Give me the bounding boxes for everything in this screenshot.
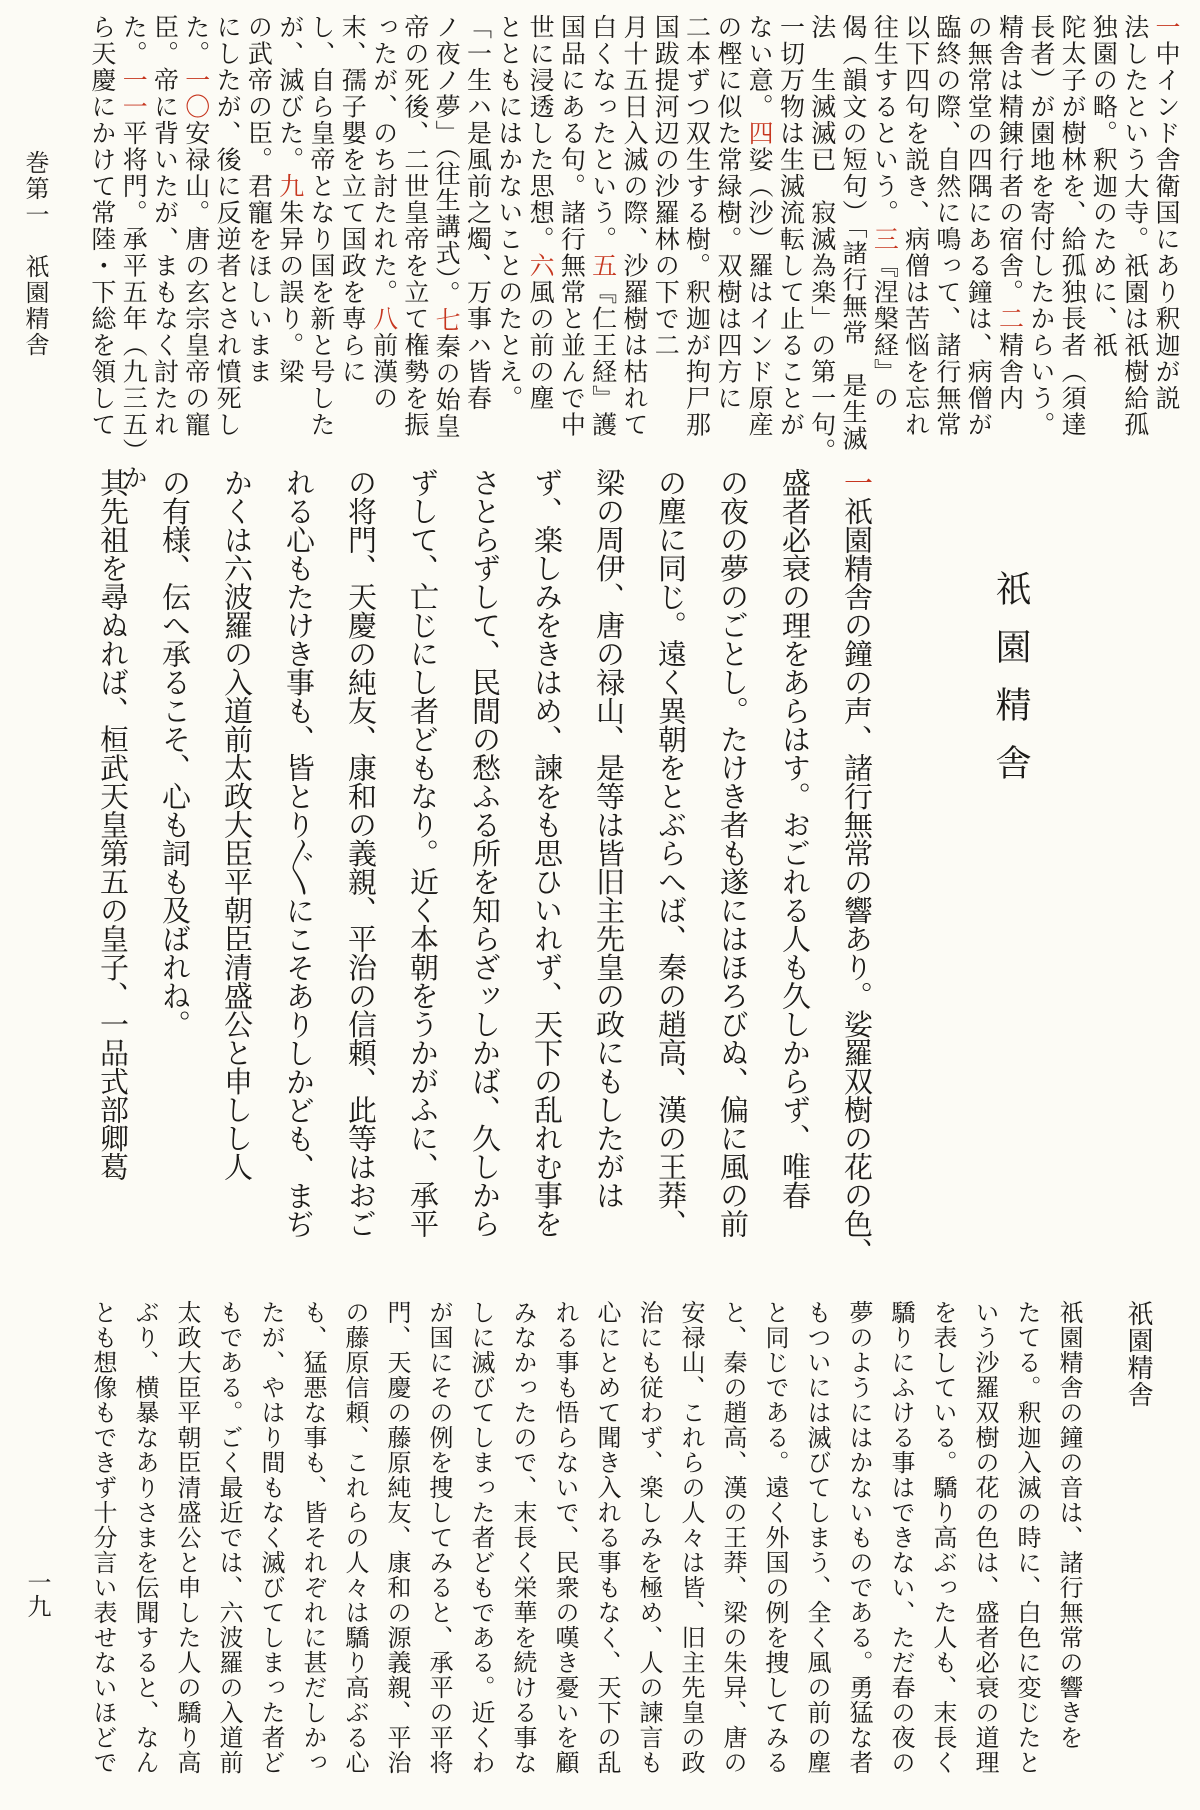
text-column: [713, 14, 744, 484]
text-run: 国品にある句。諸行無常と並んで中: [557, 14, 587, 438]
text-run: しに滅びてしまった者どもである。近くわ: [467, 1300, 495, 1775]
text-run: 平将門。承平五年（九三五）か: [119, 120, 149, 491]
text-column: [400, 14, 431, 484]
text-column: [744, 14, 775, 484]
text-run: の夜の夢のごとし。たけき者も遂にはほろびぬ、偏に風の前: [716, 468, 750, 1238]
text-column: [544, 1300, 586, 1800]
text-column: [525, 14, 556, 484]
text-run: 安禄山。唐の玄宗皇帝の寵: [181, 120, 211, 438]
text-run: 世に浸透した思想。: [526, 14, 556, 253]
text-run: 臣。帝に背いたが、まもなく討たれ: [150, 14, 180, 438]
text-column: [994, 14, 1025, 484]
text-column: [796, 1300, 838, 1800]
text-column: [502, 1300, 544, 1800]
text-run: 朱异の誤り。梁: [275, 199, 305, 385]
text-run: の将門、天慶の純友、康和の義親、平治の信頼、此等はおご: [344, 468, 378, 1238]
text-run: 国跋提河辺の沙羅林の下で二: [651, 14, 681, 359]
text-column: [516, 468, 578, 1258]
annotation-notes: [87, 14, 1182, 491]
note-marker: 五: [588, 252, 618, 279]
text-column: [963, 14, 994, 484]
text-column: [82, 468, 144, 1258]
text-column: [368, 14, 399, 484]
running-head: 巻第一 祇園精舎: [21, 150, 49, 358]
note-marker: 七: [432, 307, 462, 334]
text-column: [681, 14, 712, 484]
text-run: も、猛悪な事も、皆それぞれに甚だしかっ: [299, 1300, 327, 1775]
text-run: 『仁王経』護: [588, 279, 618, 438]
note-marker: 二: [995, 305, 1025, 332]
text-column: [1048, 1300, 1090, 1800]
note-marker: 八: [369, 305, 399, 332]
text-run: の有様、伝へ承るこそ、心も詞も及ばれね。: [158, 468, 192, 1038]
text-column: [826, 468, 888, 1266]
text-run: 白くなったという。: [588, 14, 618, 253]
text-run: ったが、のち討たれた。: [369, 14, 399, 306]
text-run: 二本ずつ双生する樹。釈迦が拘尸那: [682, 14, 712, 438]
text-run: さとらずして、民間の愁ふる所を知らざッしかば、久しから: [468, 468, 502, 1238]
translation-title: 祇園精舎: [1123, 1300, 1153, 1408]
text-column: [838, 1300, 880, 1800]
note-marker: 九: [275, 173, 305, 200]
text-run: を表している。驕り高ぶった人も、末長く: [929, 1300, 957, 1775]
text-column: [1057, 14, 1088, 484]
text-column: [628, 1300, 670, 1800]
text-run: もである。ごく最近では、六波羅の入道前: [215, 1300, 243, 1775]
text-run: 娑（沙）羅はインド原産: [745, 146, 775, 438]
text-column: [806, 14, 837, 484]
text-run: と同じである。遠く外国の例を捜してみる: [761, 1300, 789, 1775]
text-column: [392, 468, 454, 1258]
text-run: ら天慶にかけて常陸・下総を領して: [87, 14, 117, 438]
text-column: [212, 14, 243, 484]
original-text: [82, 468, 888, 1266]
modern-translation: [82, 1300, 1090, 1800]
text-run: の樫に似た常緑樹。双樹は四方に: [713, 14, 743, 412]
text-column: [87, 14, 118, 484]
text-run: ず、楽しみをきはめ、諫をも思ひいれず、天下の乱れむ事を: [530, 468, 564, 1238]
text-column: [1151, 14, 1182, 484]
text-column: [208, 1300, 250, 1800]
text-run: 帝の死後、二世皇帝を立て権勢を振: [400, 14, 430, 438]
text-column: [880, 1300, 922, 1800]
text-column: [118, 14, 149, 491]
text-column: [764, 468, 826, 1258]
note-marker: 一〇: [181, 67, 211, 120]
text-run: の藤原信頼、これらの人々は驕り高ぶる心: [341, 1300, 369, 1775]
text-run: の武帝の臣。君寵をほしいまま: [244, 14, 274, 385]
text-column: [702, 468, 764, 1258]
text-run: 「一生ハ是風前之燭、万事ハ皆春: [463, 14, 493, 412]
text-column: [1006, 1300, 1048, 1800]
text-run: 長者）が園地を寄付したからいう。: [1026, 14, 1056, 438]
text-column: [418, 1300, 460, 1800]
text-column: [243, 14, 274, 484]
text-column: [181, 14, 212, 484]
note-marker: 一: [840, 468, 874, 497]
text-column: [578, 468, 640, 1258]
text-run: れる心もたけき事も、皆とり〴〵にこそありしかども、まぢ: [282, 468, 316, 1238]
text-run: ずして、亡じにし者どもなり。近く本朝をうかがふに、承平: [406, 468, 440, 1238]
text-run: 一切万物は生滅流転して止ることが: [776, 14, 806, 438]
text-run: 其先祖を尋ぬれば、桓武天皇第五の皇子、一品式部卿葛: [96, 468, 130, 1181]
text-column: [330, 468, 392, 1258]
text-run: し、自ら皇帝となり国を新と号した: [306, 14, 336, 438]
text-column: [838, 14, 869, 484]
text-run: たてる。釈迦入滅の時に、白色に変じたと: [1013, 1300, 1041, 1775]
text-run: 精舎内: [995, 332, 1025, 412]
text-run: の無常堂の四隅にある鐘は、病僧が: [964, 14, 994, 438]
chapter-title: 祇園精舎: [990, 570, 1031, 802]
text-run: 前漢の: [369, 332, 399, 412]
text-column: [964, 1300, 1006, 1800]
text-column: [334, 1300, 376, 1800]
text-run: 陀太子が樹林を、給孤独長者（須達: [1058, 14, 1088, 438]
text-run: 夢のようにはかないものである。勇猛な者: [845, 1300, 873, 1775]
text-column: [250, 1300, 292, 1800]
text-run: もついには滅びてしまう、全く風の前の塵: [803, 1300, 831, 1775]
text-column: [1026, 14, 1057, 484]
text-column: [640, 468, 702, 1258]
text-run: れる事も悟らないで、民衆の嘆き憂いを顧: [551, 1300, 579, 1775]
text-column: [454, 468, 516, 1258]
text-run: 中インド舎衛国にあり釈迦が説: [1152, 40, 1181, 412]
text-column: [337, 14, 368, 484]
text-column: [586, 1300, 628, 1800]
text-run: 法したという大寺。祇園は祇樹給孤: [1120, 14, 1150, 438]
text-column: [124, 1300, 166, 1800]
text-column: [376, 1300, 418, 1800]
text-column: [556, 14, 587, 484]
text-column: [166, 1300, 208, 1800]
text-run: 盛者必衰の理をあらはす。おごれる人も久しからず、唯春: [778, 468, 812, 1209]
text-run: 精舎は精錬行者の宿舎。: [995, 14, 1025, 306]
text-column: [306, 14, 337, 484]
text-run: ノ夜ノ夢」（往生講式）。: [432, 14, 462, 307]
text-column: [431, 14, 462, 484]
text-column: [587, 14, 618, 484]
note-marker: 一一: [119, 67, 149, 120]
text-column: [922, 1300, 964, 1800]
text-run: 門、天慶の藤原純友、康和の源義親、平治: [383, 1300, 411, 1775]
text-run: にしたが、後に反逆者とされ憤死し: [213, 14, 243, 438]
text-run: 以下四句を説き、病僧は苦悩を忘れ: [901, 14, 931, 438]
text-column: [144, 468, 206, 1258]
text-column: [650, 14, 681, 484]
text-column: [462, 14, 493, 484]
text-column: [670, 1300, 712, 1800]
note-marker: 三: [870, 226, 900, 253]
note-marker: 四: [745, 120, 775, 147]
text-run: 風の前の塵: [526, 279, 556, 412]
text-run: 往生するという。: [870, 14, 900, 226]
text-run: 心にとめて聞き入れる事もなく、天下の乱: [593, 1300, 621, 1775]
text-run: 梁の周伊、唐の禄山、是等は皆旧主先皇の政にもしたがは: [592, 468, 626, 1209]
text-run: が、滅びた。: [275, 14, 305, 173]
text-column: [775, 14, 806, 484]
text-run: 月十五日入滅の際、沙羅樹は枯れて: [619, 14, 649, 438]
text-column: [82, 1300, 124, 1800]
text-run: ぶり、横暴なありさまを伝聞すると、なん: [131, 1300, 159, 1775]
text-column: [869, 14, 900, 484]
text-run: た。: [181, 14, 211, 67]
text-run: みなかったので、末長く栄華を続ける事な: [509, 1300, 537, 1775]
text-column: [1088, 14, 1119, 484]
text-column: [932, 14, 963, 484]
text-column: [712, 1300, 754, 1800]
text-run: の塵に同じ。遠く異朝をとぶらへば、秦の趙高、漢の王莽、: [654, 468, 688, 1238]
text-run: 祇園精舎の鐘の音は、諸行無常の響きを: [1055, 1300, 1083, 1750]
note-marker: 六: [526, 252, 556, 279]
note-marker: 一: [1152, 14, 1181, 41]
text-run: とともにはかないことのたとえ。: [494, 14, 524, 412]
text-run: いう沙羅双樹の花の色は、盛者必衰の道理: [971, 1300, 999, 1775]
text-run: 驕りにふける事はできない、ただ春の夜の: [887, 1300, 915, 1775]
text-column: [292, 1300, 334, 1800]
text-run: 安禄山、これらの人々は皆、旧主先皇の政: [677, 1300, 705, 1775]
text-column: [206, 468, 268, 1258]
text-column: [274, 14, 305, 484]
text-column: [149, 14, 180, 484]
text-run: 秦の始皇: [432, 333, 462, 440]
text-run: 祇園精舎の鐘の声、諸行無常の響あり。娑羅双樹の花の色、: [840, 496, 874, 1266]
text-run: かくは六波羅の入道前太政大臣平朝臣清盛公と申しし人: [220, 468, 254, 1181]
text-run: 法 生滅滅已 寂滅為楽」の第一句。: [807, 14, 837, 465]
text-run: 独園の略。釈迦のために、祇: [1089, 14, 1119, 359]
text-column: [900, 14, 931, 484]
text-column: [493, 14, 524, 484]
text-run: が国にその例を捜してみると、承平の平将: [425, 1300, 453, 1775]
text-run: たが、やはり間もなく滅びてしまった者ど: [257, 1300, 285, 1775]
text-run: 太政大臣平朝臣清盛公と申した人の驕り高: [173, 1300, 201, 1775]
text-run: 臨終の際、自然に鳴って、諸行無常: [932, 14, 962, 438]
text-run: ない意。: [745, 14, 775, 120]
text-run: 偈（韻文の短句）「諸行無常 是生滅: [839, 14, 869, 452]
text-column: [754, 1300, 796, 1800]
text-run: と、秦の趙高、漢の王莽、梁の朱异、唐の: [719, 1300, 747, 1775]
text-run: とも想像もできず十分言い表せないほどで: [89, 1300, 117, 1775]
text-column: [619, 14, 650, 484]
text-column: [268, 468, 330, 1258]
text-run: 『涅槃経』の: [870, 252, 900, 412]
text-column: [1119, 14, 1150, 484]
text-run: 治にも従わず、楽しみを極め、人の諫言も: [635, 1300, 663, 1775]
page-number: 一九: [23, 1570, 51, 1618]
text-run: た。: [119, 14, 149, 67]
text-column: [460, 1300, 502, 1800]
text-run: 末、孺子嬰を立て国政を専らに: [338, 14, 368, 385]
